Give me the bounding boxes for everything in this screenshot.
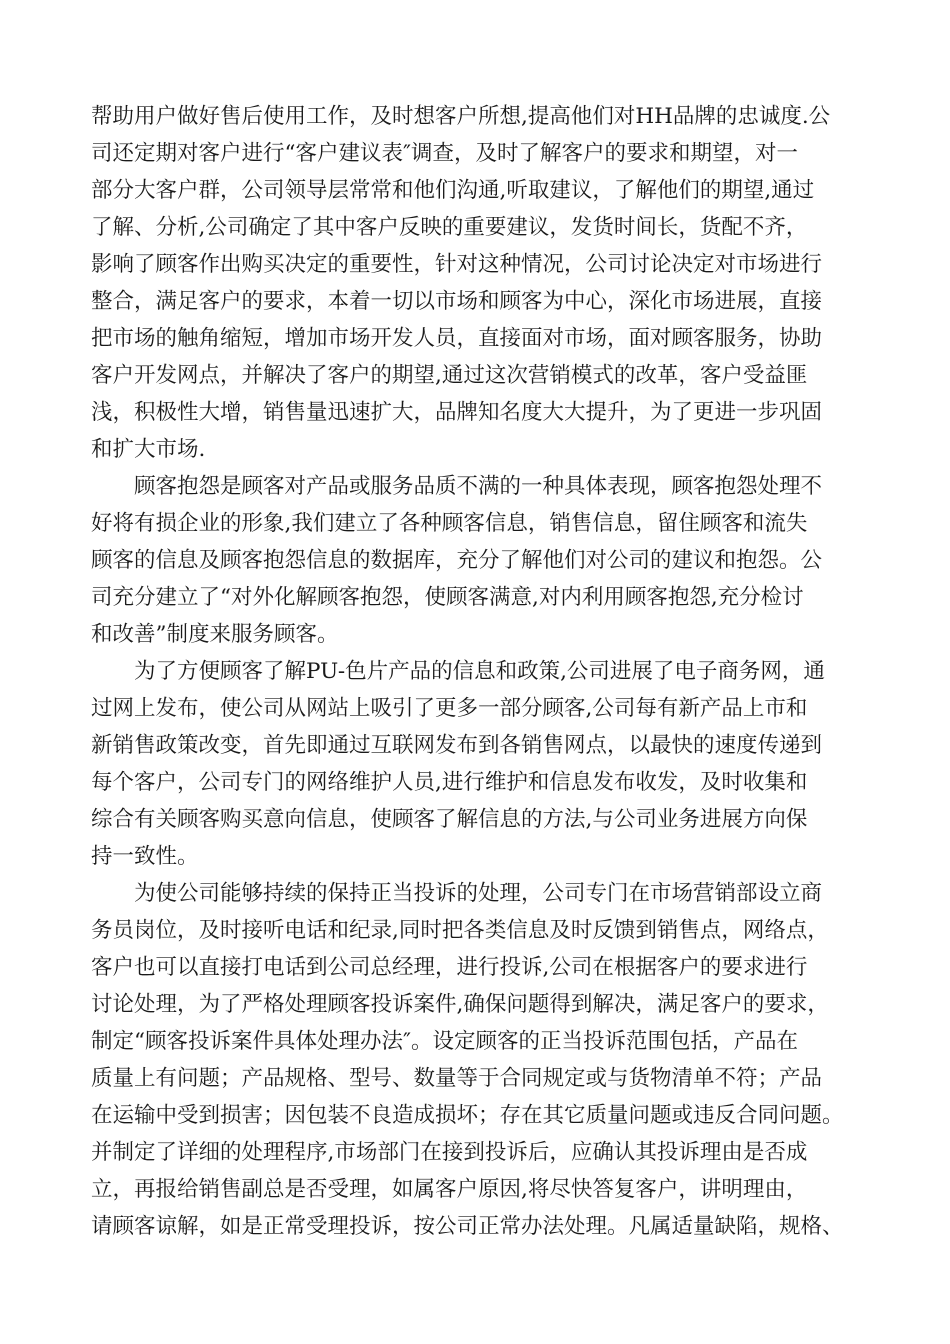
text-line: 质量上有问题；产品规格、型号、数量等于合同规定或与货物清单不符；产品 [91, 1066, 823, 1091]
text-line: 每个客户，公司专门的网络维护人员,进行维护和信息发布收发，及时收集和 [91, 770, 808, 795]
text-line: 部分大客户群，公司领导层常常和他们沟通,听取建议，了解他们的期望,通过 [91, 178, 815, 203]
text-line: 顾客的信息及顾客抱怨信息的数据库，充分了解他们对公司的建议和抱怨。公 [91, 548, 823, 573]
text-line: 司充分建立了“对外化解顾客抱怨，使顾客满意,对内利用顾客抱怨,充分检讨 [91, 585, 804, 610]
paragraph-first-line: 顾客抱怨是顾客对产品或服务品质不满的一种具体表现，顾客抱怨处理不 [134, 474, 823, 499]
text-line: 影响了顾客作出购买决定的重要性，针对这种情况，公司讨论决定对市场进行 [91, 252, 823, 277]
text-line: 综合有关顾客购买意向信息，使顾客了解信息的方法,与公司业务进展方向保 [91, 807, 808, 832]
text-line: 请顾客谅解，如是正常受理投诉，按公司正常办法处理。凡属适量缺陷，规格、 [91, 1214, 844, 1239]
text-line: 在运输中受到损害；因包装不良造成损坏；存在其它质量问题或违反合同问题。 [91, 1103, 844, 1128]
text-line: 新销售政策改变，首先即通过互联网发布到各销售网点，以最快的速度传递到 [91, 733, 823, 758]
text-line: 讨论处理，为了严格处理顾客投诉案件,确保问题得到解决，满足客户的要求， [91, 992, 829, 1017]
text-line: 过网上发布，使公司从网站上吸引了更多一部分顾客,公司每有新产品上市和 [91, 696, 808, 721]
text-line: 和改善”制度来服务顾客。 [91, 622, 339, 647]
text-line: 司还定期对客户进行“客户建议表″调查，及时了解客户的要求和期望，对一 [91, 141, 799, 166]
text-line: 制定“顾客投诉案件具体处理办法″。设定顾客的正当投诉范围包括，产品在 [91, 1029, 799, 1054]
text-line: 好将有损企业的形象,我们建立了各种顾客信息，销售信息，留住顾客和流失 [91, 511, 808, 536]
text-line: 并制定了详细的处理程序,市场部门在接到投诉后，应确认其投诉理由是否成 [91, 1140, 808, 1165]
text-line: 了解、分析,公司确定了其中客户反映的重要建议，发货时间长，货配不齐， [91, 215, 808, 240]
text-line: 客户开发网点，并解决了客户的期望,通过这次营销模式的改革，客户受益匪 [91, 363, 808, 388]
text-line: 和扩大市场. [91, 437, 206, 462]
paragraph-first-line: 为使公司能够持续的保持正当投诉的处理，公司专门在市场营销部设立商 [134, 881, 823, 906]
text-line: 把市场的触角缩短，增加市场开发人员，直接面对市场，面对顾客服务，协助 [91, 326, 823, 351]
text-line: 务员岗位，及时接听电话和纪录,同时把各类信息及时反馈到销售点，网络点， [91, 918, 829, 943]
paragraph-first-line: 为了方便顾客了解PU-色片产品的信息和政策,公司进展了电子商务网，通 [134, 659, 825, 684]
text-line: 持一致性。 [91, 844, 199, 869]
text-line: 帮助用户做好售后使用工作，及时想客户所想,提高他们对HH品牌的忠诚度.公 [91, 104, 831, 129]
text-line: 客户也可以直接打电话到公司总经理，进行投诉,公司在根据客户的要求进行 [91, 955, 808, 980]
text-line: 浅，积极性大增，销售量迅速扩大，品牌知名度大大提升，为了更进一步巩固 [91, 400, 823, 425]
body-text [91, 98, 881, 1245]
text-line: 整合，满足客户的要求，本着一切以市场和顾客为中心，深化市场进展，直接 [91, 289, 823, 314]
text-line: 立，再报给销售副总是否受理，如属客户原因,将尽快答复客户，讲明理由， [91, 1177, 808, 1202]
